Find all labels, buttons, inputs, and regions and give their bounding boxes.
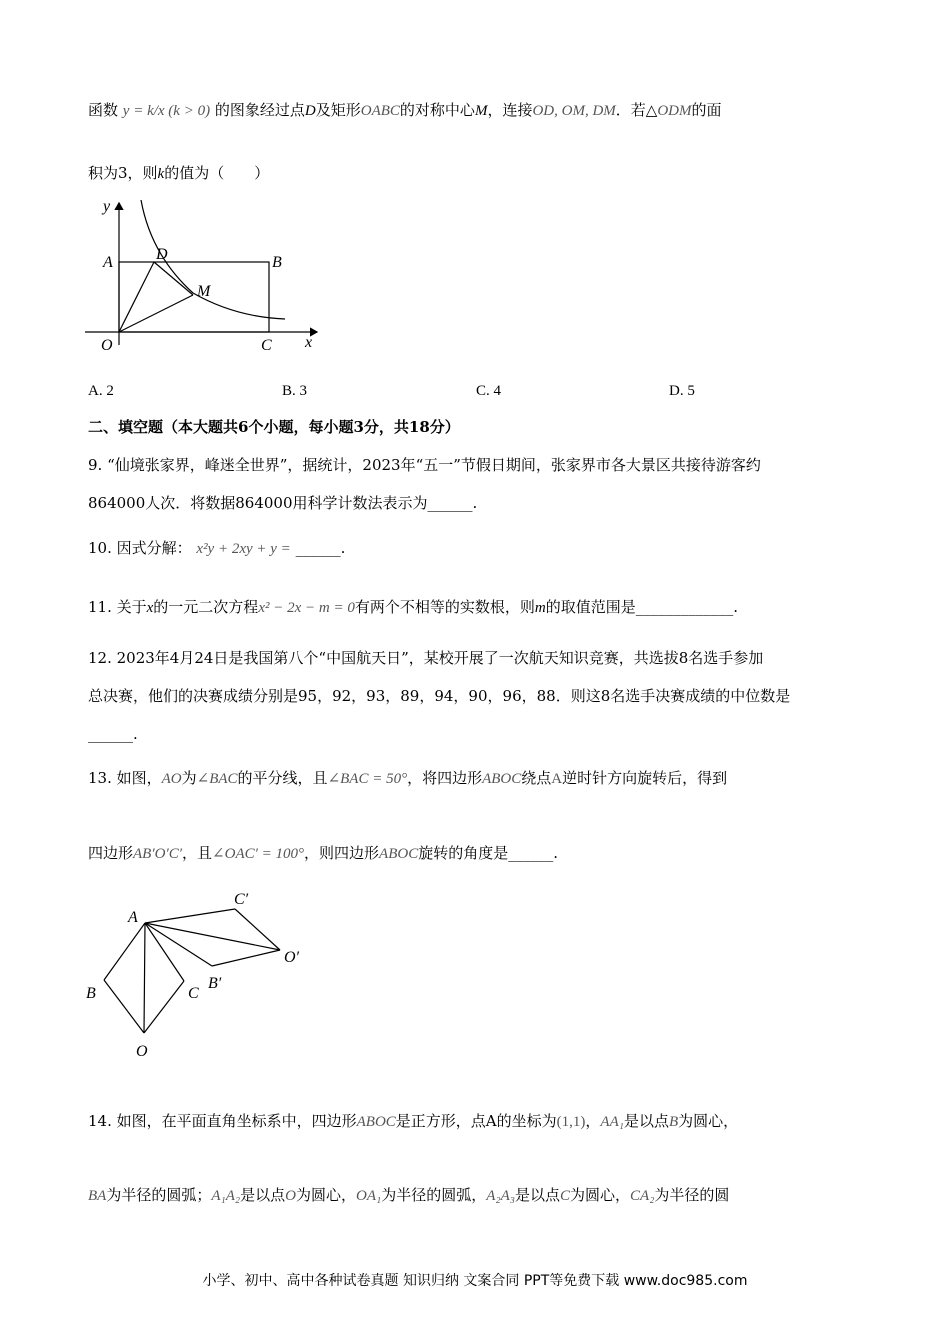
q8-label-M: M [197,283,211,300]
q14-quad: ABOC [356,1114,396,1130]
q13-line2 [88,843,558,864]
q10-line [88,538,345,559]
q14-coord: (1,1) [556,1114,586,1130]
q8-text: 及矩形 [315,101,361,119]
q10-text: 10. 因式分解： [88,539,192,557]
q12-line1: 12. 2023年4月24日是我国第八个“中国航天日”，某校开展了一次航天知识竞赛，共选拔8名选手参加 [88,649,764,667]
q13-ao: AO [161,771,182,787]
q8-tri: ODM [657,103,692,119]
q8-label-C: C [261,337,272,354]
q13-label-B: B [86,985,96,1002]
q8-text: ，连接 [487,101,533,119]
q14-text: 是以点 [514,1186,560,1204]
q8-text: 的图象经过点 [214,101,305,119]
q14-line2 [88,1185,729,1206]
section-heading: 二、填空题（本大题共6个小题，每小题3分，共18分） [88,418,460,436]
q9-line1: 9. “仙境张家界，峰迷全世界”，据统计，2023年“五一”节假日期间，张家界市各大景区共接待游客约 [88,456,761,474]
q14-text: 为圆心， [295,1186,356,1204]
q8-option-c[interactable]: C. 4 [476,383,502,399]
q8-text: 函数 [88,101,119,119]
q8-label-D: D [156,246,168,263]
q8-text: 积为3，则 [88,164,158,182]
q10-blank: ______. [295,539,346,557]
q8-text: 的对称中心 [399,101,475,119]
q12-line2: 总决赛，他们的决赛成绩分别是95，92，93，89，94，90，96，88．则这8名选手决赛成绩的中位数是 [88,687,791,705]
q8-label-O: O [101,337,113,354]
q14-arc2: A₁A₂ [211,1188,241,1204]
q14-text: 为半径的圆 [654,1186,730,1204]
q14-text: 为半径的圆弧； [106,1186,212,1204]
q9-line2: 864000人次．将数据864000用科学计数法表示为______. [88,494,478,512]
q8-formula: y = k/x (k > 0) [122,103,211,119]
q13-angle: ∠BAC = 50° [327,771,408,787]
q13-text: 为 [181,769,197,787]
q14-line1: 14. 如图，在平面直角坐标系中，四边形ABOC是正方形，点A的坐标为(1,1)，AA₁是以点B为圆心， [88,1112,739,1130]
q14-text: 是正方形，点A的坐标为 [395,1112,557,1130]
q14-text: 为半径的圆弧， [381,1186,487,1204]
q13-label-C: C [188,985,199,1002]
q14-text: 为圆心， [570,1186,631,1204]
q13-angle2: ∠OAC′ = 100° [212,846,305,862]
q13-text: 13. 如图， [88,769,162,787]
q8-label-x: x [305,334,313,351]
q8-point: D [304,103,316,119]
q13-text: 绕点 [521,769,552,787]
q11-text: 的一元二次方程 [153,598,259,616]
q11-text: 11. 关于 [88,598,147,616]
q14-text: 是以点 [240,1186,286,1204]
q14-point-o: O [285,1188,296,1204]
q14-arc3: A₂A₃ [486,1188,515,1204]
q13-bac: ∠BAC [196,771,238,787]
q12-line3: ______. [88,725,138,743]
q13-text: 旋转的角度是______. [418,844,558,862]
q8-k: k [157,166,165,182]
q13-text: ，将四边形 [407,769,483,787]
q11-formula: x² − 2x − m = 0 [258,600,355,616]
q14-text: 是以点 [623,1112,669,1130]
q13-text: 逆时针方向旋转后，得到 [562,769,728,787]
q11-m: m [534,600,546,616]
q13-text: ，则四边形 [304,844,380,862]
q8-option-a[interactable]: A. 2 [88,383,114,399]
q14-arc1: AA₁ [600,1114,624,1130]
q8-point: M [474,103,488,119]
q11-text: 有两个不相等的实数根，则 [354,598,535,616]
q8-text: 的值为（ ） [164,164,270,182]
q8-label-A: A [103,254,113,271]
q13-label-B2: B′ [208,975,222,992]
q8-option-b[interactable]: B. 3 [282,383,308,399]
q13-label-C2: C′ [234,891,249,908]
q8-text: 的面 [691,101,722,119]
q8-option-d[interactable]: D. 5 [669,383,695,399]
q8-label-B: B [272,254,282,271]
q13-text: ，且 [182,844,213,862]
q13-text: 四边形 [88,844,134,862]
q14-ba: BA [88,1188,107,1204]
q11-x: x [146,600,154,616]
q13-label-O2: O′ [284,949,300,966]
q11-text: 的取值范围是_____________. [545,598,738,616]
q8-text: ．若△ [615,101,658,119]
q14-point-b: B [668,1114,679,1130]
q13-label-A: A [128,909,138,926]
q14-point-c: C [560,1188,571,1204]
q8-figure [85,195,335,365]
q13-label-O: O [136,1043,148,1060]
q8-rect: OABC [360,103,400,119]
q14-oa1: OA₁ [355,1188,382,1204]
q13-point-a: A [551,771,563,787]
q14-text: 14. 如图，在平面直角坐标系中，四边形 [88,1112,357,1130]
page-footer: 小学、初中、高中各种试卷真题 知识归纳 文案合同 PPT等免费下载 www.doc985.com [202,1273,748,1289]
q10-formula: x²y + 2xy + y = [196,541,291,557]
q13-figure [80,880,330,1060]
q8-segments: OD, OM, DM [532,103,616,119]
q11-line [88,597,738,618]
q8-line2 [88,163,269,184]
q8-label-y: y [103,198,111,215]
q13-quad3: ABOC [379,846,419,862]
q13-quad: ABOC [482,771,522,787]
q13-text: 的平分线，且 [237,769,328,787]
q13-line1 [88,768,727,789]
q14-text: 为圆心， [678,1112,739,1130]
q14-ca2: CA₂ [630,1188,655,1204]
q8-line1 [88,100,722,121]
q13-quad2: AB′O′C′ [133,846,183,862]
